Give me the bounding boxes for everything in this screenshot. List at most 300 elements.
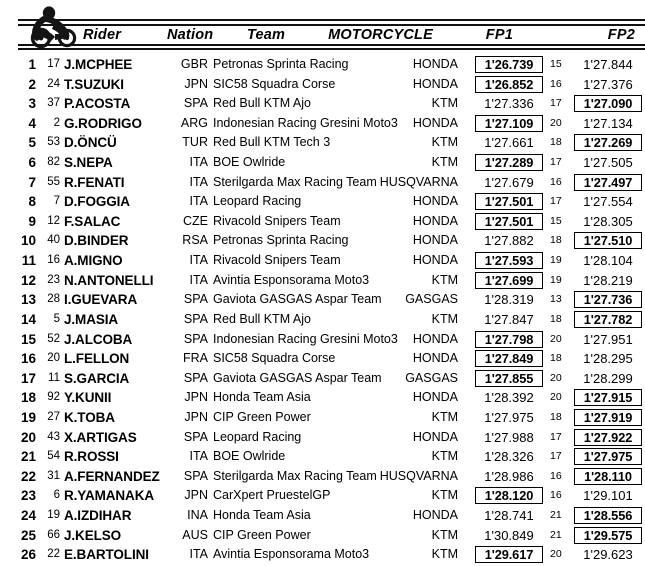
rider-name: G.RODRIGO (64, 115, 142, 131)
rider-team: Honda Team Asia (213, 508, 311, 523)
fp1-time-best: 1'27.798 (475, 331, 543, 348)
fp2-time-cell (572, 388, 644, 408)
rider-number: 12 (47, 214, 60, 227)
rider-name: N.ANTONELLI (64, 272, 154, 288)
rider-number: 40 (47, 234, 60, 247)
rider-motorcycle: HONDA (412, 508, 458, 523)
rider-team: Indonesian Racing Gresini Moto3 (213, 115, 398, 130)
table-row (0, 55, 645, 75)
rider-team: Indonesian Racing Gresini Moto3 (213, 331, 398, 346)
fp1-time-cell (471, 447, 547, 467)
fp1-time-cell (471, 388, 547, 408)
fp1-time: 1'27.882 (484, 233, 534, 249)
rider-number: 22 (47, 548, 60, 561)
row-position: 3 (28, 96, 36, 112)
row-position: 4 (28, 115, 36, 131)
rider-name: E.BARTOLINI (64, 547, 149, 563)
rider-team: Red Bull KTM Ajo (213, 96, 311, 111)
rider-team: Rivacold Snipers Team (213, 213, 341, 228)
fp1-time-cell (471, 231, 547, 251)
rider-nation: SPA (183, 96, 208, 111)
rider-number: 5 (53, 312, 60, 325)
fp2-time-cell (572, 369, 644, 389)
fp1-time-best: 1'27.699 (475, 272, 543, 289)
fp2-time-best: 1'27.736 (574, 291, 642, 308)
rider-nation: ITA (189, 194, 208, 209)
rider-name: A.IZDIHAR (64, 508, 132, 524)
table-row (0, 310, 645, 330)
rider-motorcycle: KTM (431, 488, 458, 503)
rider-nation: SPA (183, 429, 208, 444)
fp1-time: 1'28.741 (484, 508, 534, 524)
header-rule-top-2 (18, 24, 645, 26)
fp1-time: 1'28.392 (484, 390, 534, 406)
table-row (0, 75, 645, 95)
rider-number: 52 (47, 332, 60, 345)
fp2-time-cell (572, 447, 644, 467)
row-position: 13 (20, 292, 36, 308)
rider-team: BOE Owlride (213, 449, 286, 464)
rider-name: D.BINDER (64, 233, 129, 249)
fp2-time-cell (572, 310, 644, 330)
rider-nation: JPN (184, 409, 208, 424)
fp1-time: 1'28.319 (484, 292, 534, 308)
rider-number: 2 (53, 116, 60, 129)
row-position: 12 (20, 272, 36, 288)
rider-nation: ITA (189, 253, 208, 268)
table-row (0, 388, 645, 408)
rider-motorcycle: HONDA (412, 233, 458, 248)
fp1-time: 1'27.661 (484, 135, 534, 151)
fp1-time-best: 1'27.501 (475, 213, 543, 230)
rider-team: SIC58 Squadra Corse (213, 76, 336, 91)
row-position: 14 (20, 311, 36, 327)
fp2-time-cell (572, 212, 644, 232)
fp1-time-cell (471, 506, 547, 526)
fp2-time-cell (572, 330, 644, 350)
table-header (0, 0, 645, 48)
fp2-time-cell (572, 349, 644, 369)
rider-number: 37 (47, 97, 60, 110)
fp2-time-cell (572, 231, 644, 251)
fp2-time: 1'29.623 (583, 547, 633, 563)
rider-nation: ITA (189, 155, 208, 170)
fp1-time-cell (471, 330, 547, 350)
rider-number: 27 (47, 410, 60, 423)
fp2-time: 1'28.295 (583, 351, 633, 367)
fp1-time-cell (471, 369, 547, 389)
fp2-time: 1'27.134 (583, 115, 633, 131)
rider-name: J.KELSO (64, 527, 122, 543)
rider-team: SIC58 Squadra Corse (213, 351, 336, 366)
fp1-time: 1'27.679 (484, 174, 534, 190)
fp1-time-cell (471, 133, 547, 153)
rider-number: 24 (47, 77, 60, 90)
table-row (0, 153, 645, 173)
rider-motorcycle: KTM (431, 409, 458, 424)
fp1-time-cell (471, 310, 547, 330)
rider-team: Avintia Esponsorama Moto3 (213, 272, 370, 287)
fp2-time: 1'27.554 (583, 194, 633, 210)
fp2-time-best: 1'27.975 (574, 448, 642, 465)
rider-motorcycle: HONDA (412, 194, 458, 209)
rider-nation: ITA (189, 272, 208, 287)
fp2-time-cell (572, 75, 644, 95)
row-position: 10 (20, 233, 36, 249)
header-rule-bottom-2 (18, 48, 645, 50)
rider-team: Sterilgarda Max Racing Team (213, 174, 377, 189)
rider-name: R.YAMANAKA (64, 488, 155, 504)
fp1-time: 1'30.849 (484, 527, 534, 543)
table-row (0, 330, 645, 350)
rider-number: 82 (47, 156, 60, 169)
lap-count: 20 (550, 548, 562, 561)
column-header-nation: Nation (163, 27, 217, 43)
lap-count: 20 (550, 332, 562, 345)
fp2-time: 1'29.101 (583, 488, 633, 504)
column-header-team: Team (243, 27, 289, 43)
fp1-time-cell (471, 486, 547, 506)
fp1-time-cell (471, 55, 547, 75)
fp2-time-cell (572, 114, 644, 134)
fp2-time-best: 1'27.269 (574, 134, 642, 151)
fp2-time-best: 1'27.782 (574, 311, 642, 328)
fp2-time: 1'28.299 (583, 370, 633, 386)
lap-count: 13 (550, 293, 562, 306)
rider-name: D.FOGGIA (64, 194, 130, 210)
row-position: 26 (20, 547, 36, 563)
rider-team: CarXpert PruestelGP (213, 488, 331, 503)
table-row (0, 467, 645, 487)
rider-team: Petronas Sprinta Racing (213, 233, 349, 248)
rider-nation: SPA (183, 468, 208, 483)
fp1-time-cell (471, 153, 547, 173)
fp2-time-cell (572, 153, 644, 173)
rider-nation: ITA (189, 547, 208, 562)
fp2-time: 1'28.305 (583, 213, 633, 229)
rider-motorcycle: KTM (431, 96, 458, 111)
rider-motorcycle: HONDA (412, 351, 458, 366)
lap-count: 16 (550, 489, 562, 502)
rider-number: 92 (47, 391, 60, 404)
fp2-time: 1'28.219 (583, 272, 633, 288)
rider-name: F.SALAC (64, 213, 121, 229)
lap-count: 18 (550, 352, 562, 365)
rider-motorcycle: HONDA (412, 253, 458, 268)
fp1-time: 1'28.326 (484, 449, 534, 465)
rider-motorcycle: HONDA (412, 213, 458, 228)
rider-number: 54 (47, 450, 60, 463)
lap-count: 17 (550, 450, 562, 463)
row-position: 9 (28, 213, 36, 229)
fp2-time-best: 1'27.922 (574, 429, 642, 446)
fp1-time-cell (471, 192, 547, 212)
fp1-time-cell (471, 212, 547, 232)
fp1-time: 1'27.975 (484, 409, 534, 425)
fp1-time-cell (471, 467, 547, 487)
lap-count: 20 (550, 391, 562, 404)
rider-name: I.GUEVARA (64, 292, 138, 308)
table-row (0, 114, 645, 134)
rider-name: K.TOBA (64, 409, 115, 425)
rider-nation: ITA (189, 174, 208, 189)
rider-nation: SPA (183, 331, 208, 346)
rider-nation: JPN (184, 76, 208, 91)
rider-nation: ITA (189, 449, 208, 464)
rider-team: Gaviota GASGAS Aspar Team (213, 292, 382, 307)
fp2-time: 1'27.844 (583, 57, 633, 72)
fp2-time-cell (572, 526, 644, 546)
rider-motorcycle: HONDA (412, 57, 458, 71)
rider-motorcycle: KTM (431, 311, 458, 326)
row-position: 20 (20, 429, 36, 445)
rider-motorcycle: KTM (431, 155, 458, 170)
rider-number: 23 (47, 273, 60, 286)
column-header-rider: Rider (79, 27, 125, 43)
row-position: 8 (28, 194, 36, 210)
fp1-time: 1'27.847 (484, 311, 534, 327)
rider-name: A.MIGNO (64, 253, 123, 269)
fp1-time-best: 1'27.501 (475, 193, 543, 210)
lap-count: 17 (550, 430, 562, 443)
lap-count: 16 (550, 175, 562, 188)
fp1-time-cell (471, 75, 547, 95)
fp2-time-best: 1'27.510 (574, 232, 642, 249)
rider-motorcycle: HUSQVARNA (379, 468, 458, 483)
fp1-time-best: 1'27.855 (475, 370, 543, 387)
fp2-time: 1'27.951 (583, 331, 633, 347)
fp2-time: 1'27.505 (583, 155, 633, 171)
rider-team: Leopard Racing (213, 194, 302, 209)
fp2-time-cell (572, 94, 644, 114)
row-position: 16 (20, 351, 36, 367)
rider-name: X.ARTIGAS (64, 429, 137, 445)
column-header-fp2: FP2 (604, 27, 639, 43)
table-row (0, 369, 645, 389)
rider-motorcycle: HONDA (412, 331, 458, 346)
rider-number: 19 (47, 509, 60, 522)
fp1-time-best: 1'27.289 (475, 154, 543, 171)
fp2-time-cell (572, 486, 644, 506)
rider-name: J.ALCOBA (64, 331, 133, 347)
rider-number: 11 (48, 371, 60, 384)
rider-nation: RSA (182, 233, 208, 248)
rider-nation: ARG (180, 115, 208, 130)
fp1-time-best: 1'27.849 (475, 350, 543, 367)
table-row (0, 271, 645, 291)
table-row (0, 251, 645, 271)
lap-count: 18 (550, 234, 562, 247)
rider-team: Gaviota GASGAS Aspar Team (213, 370, 382, 385)
fp2-time: 1'28.104 (583, 253, 633, 269)
lap-count: 20 (550, 116, 562, 129)
lap-count: 16 (550, 77, 562, 90)
fp2-time-cell (572, 545, 644, 565)
row-position: 18 (20, 390, 36, 406)
column-header-motorcycle: MOTORCYCLE (324, 27, 437, 43)
rider-motorcycle: GASGAS (405, 370, 458, 385)
fp2-time-best: 1'27.915 (574, 389, 642, 406)
rider-nation: SPA (183, 292, 208, 307)
row-position: 21 (20, 449, 36, 465)
rider-number: 20 (47, 352, 60, 365)
table-row (0, 545, 645, 565)
rider-number: 31 (47, 469, 60, 482)
table-row (0, 231, 645, 251)
fp2-time-best: 1'28.110 (574, 468, 642, 485)
rider-team: CIP Green Power (213, 409, 311, 424)
row-position: 15 (20, 331, 36, 347)
rider-name: Y.KUNII (64, 390, 112, 406)
rider-number: 28 (47, 293, 60, 306)
fp1-time-best: 1'28.120 (475, 487, 543, 504)
rider-nation: SPA (183, 370, 208, 385)
table-row (0, 212, 645, 232)
rider-nation: FRA (183, 351, 208, 366)
rider-motorcycle: KTM (431, 449, 458, 464)
rider-name: L.FELLON (64, 351, 130, 367)
fp1-time-cell (471, 251, 547, 271)
lap-count: 19 (550, 254, 562, 267)
rider-motorcycle: GASGAS (405, 292, 458, 307)
rider-number: 17 (47, 58, 60, 70)
rider-team: Honda Team Asia (213, 390, 311, 405)
lap-count: 21 (550, 528, 562, 541)
fp2-time-cell (572, 251, 644, 271)
rider-number: 66 (47, 528, 60, 541)
rider-motorcycle: HUSQVARNA (379, 174, 458, 189)
rider-team: Red Bull KTM Ajo (213, 311, 311, 326)
fp2-time-cell (572, 55, 644, 75)
rider-number: 43 (47, 430, 60, 443)
fp1-time-cell (471, 271, 547, 291)
rider-team: Avintia Esponsorama Moto3 (213, 547, 370, 562)
fp1-time-cell (471, 290, 547, 310)
row-position: 19 (20, 409, 36, 425)
rider-motorcycle: HONDA (412, 429, 458, 444)
rider-nation: CZE (183, 213, 208, 228)
rider-number: 16 (47, 254, 60, 267)
row-position: 1 (28, 57, 36, 72)
fp1-time-cell (471, 114, 547, 134)
table-row (0, 428, 645, 448)
lap-count: 19 (550, 273, 562, 286)
rider-team: Petronas Sprinta Racing (213, 57, 349, 71)
row-position: 5 (28, 135, 36, 151)
fp1-time-cell (471, 173, 547, 193)
rider-team: Leopard Racing (213, 429, 302, 444)
fp2-time-best: 1'29.575 (574, 527, 642, 544)
fp2-time-cell (572, 192, 644, 212)
row-position: 23 (20, 488, 36, 504)
rider-name: S.GARCIA (64, 370, 130, 386)
rider-nation: JPN (184, 488, 208, 503)
table-row (0, 192, 645, 212)
lap-count: 15 (550, 58, 562, 70)
lap-count: 17 (550, 195, 562, 208)
rider-number: 7 (53, 195, 60, 208)
column-header-fp1: FP1 (482, 27, 517, 43)
rider-nation: GBR (180, 57, 208, 71)
fp2-time-cell (572, 408, 644, 428)
rider-team: Red Bull KTM Tech 3 (213, 135, 331, 150)
fp1-time-best: 1'26.852 (475, 76, 543, 93)
fp1-time-cell (471, 408, 547, 428)
fp2-time-best: 1'27.919 (574, 409, 642, 426)
lap-count: 18 (550, 312, 562, 325)
row-position: 25 (20, 527, 36, 543)
row-position: 7 (28, 174, 36, 190)
fp2-time-cell (572, 467, 644, 487)
lap-count: 17 (550, 97, 562, 110)
table-row (0, 486, 645, 506)
fp2-time-best: 1'27.090 (574, 95, 642, 112)
fp2-time-cell (572, 271, 644, 291)
fp2-time-cell (572, 133, 644, 153)
rider-nation: TUR (182, 135, 208, 150)
fp1-time-best: 1'27.593 (475, 252, 543, 269)
fp2-time-cell (572, 290, 644, 310)
fp1-time: 1'27.336 (484, 96, 534, 112)
motorcycle-rider-icon (24, 4, 82, 48)
fp2-time-best: 1'28.556 (574, 507, 642, 524)
fp1-time-cell (471, 526, 547, 546)
results-table-body (0, 55, 645, 565)
rider-name: A.FERNANDEZ (64, 468, 160, 484)
row-position: 22 (20, 468, 36, 484)
rider-nation: SPA (183, 311, 208, 326)
lap-count: 17 (550, 156, 562, 169)
row-position: 11 (21, 253, 36, 269)
rider-number: 55 (47, 175, 60, 188)
lap-count: 18 (550, 410, 562, 423)
header-rule-bottom-1 (18, 44, 645, 46)
rider-motorcycle: KTM (431, 547, 458, 562)
rider-number: 6 (53, 489, 60, 502)
rider-nation: INA (187, 508, 208, 523)
rider-name: J.MCPHEE (64, 57, 133, 72)
rider-name: R.FENATI (64, 174, 125, 190)
rider-motorcycle: KTM (431, 135, 458, 150)
lap-count: 18 (550, 136, 562, 149)
row-position: 6 (28, 155, 36, 171)
fp1-time: 1'27.988 (484, 429, 534, 445)
fp1-time-cell (471, 545, 547, 565)
fp1-time-cell (471, 94, 547, 114)
fp1-time-cell (471, 428, 547, 448)
fp1-time-best: 1'29.617 (475, 546, 543, 563)
header-rule-top-1 (18, 19, 645, 21)
rider-team: Rivacold Snipers Team (213, 253, 341, 268)
rider-name: P.ACOSTA (64, 96, 131, 112)
lap-count: 20 (550, 371, 562, 384)
rider-name: T.SUZUKI (64, 76, 124, 92)
fp2-time-cell (572, 428, 644, 448)
fp1-time: 1'28.986 (484, 468, 534, 484)
fp1-time-best: 1'27.109 (475, 115, 543, 132)
table-row (0, 94, 645, 114)
rider-number: 53 (47, 136, 60, 149)
table-row (0, 526, 645, 546)
rider-team: BOE Owlride (213, 155, 286, 170)
rider-name: R.ROSSI (64, 449, 119, 465)
table-row (0, 290, 645, 310)
fp2-time-cell (572, 506, 644, 526)
rider-motorcycle: HONDA (412, 390, 458, 405)
fp2-time-best: 1'27.497 (574, 174, 642, 191)
rider-nation: JPN (184, 390, 208, 405)
rider-motorcycle: KTM (431, 272, 458, 287)
